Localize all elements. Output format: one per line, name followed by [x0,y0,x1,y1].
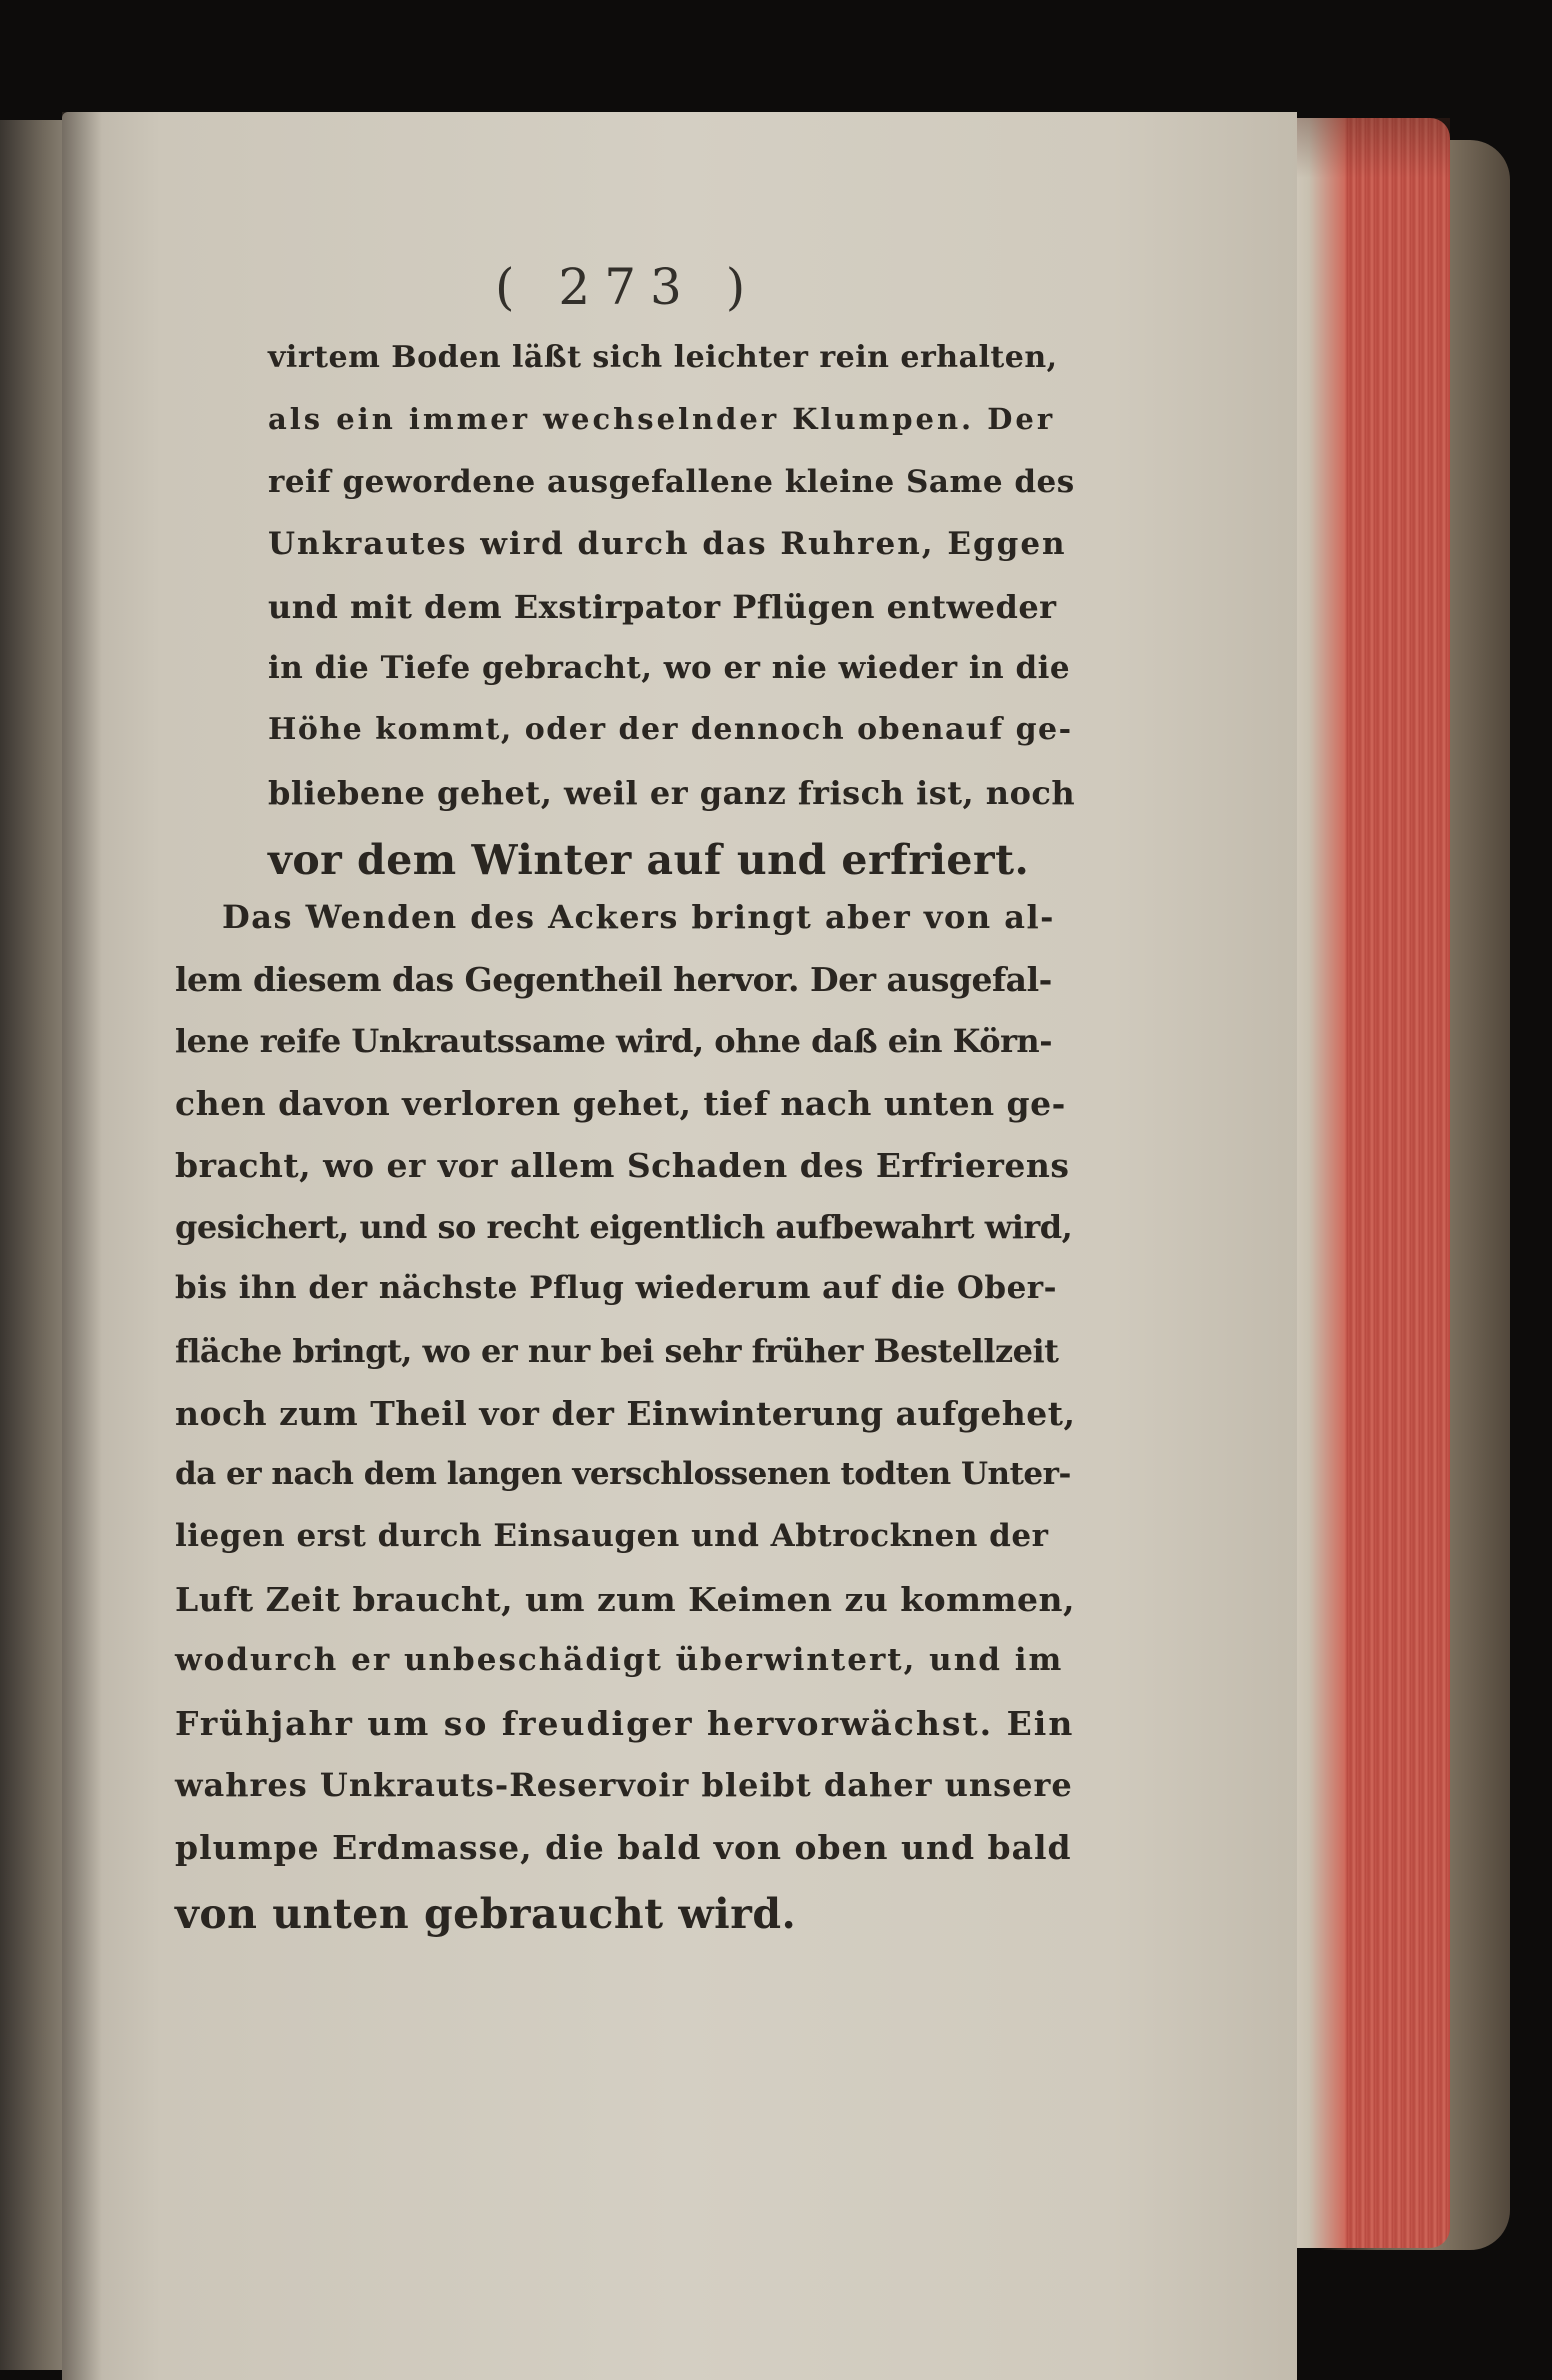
page-edges-shadow [1285,118,1450,178]
text-line: wahres Unkrauts-Reservoir bleibt daher unsere [175,1766,1073,1804]
text-line: virtem Boden läßt sich leichter rein erhalten, [268,340,1058,375]
text-line: reif gewordene ausgefallene kleine Same des [268,464,1075,500]
text-line: plumpe Erdmasse, die bald von oben und bald [175,1828,1072,1867]
text-line: liegen erst durch Einsaugen und Abtrocknen der [175,1518,1049,1554]
text-line: bracht, wo er vor allem Schaden des Erfrierens [175,1146,1070,1185]
text-line: wodurch er unbeschädigt überwintert, und im [175,1642,1064,1678]
text-line: Frühjahr um so freudiger hervorwächst. Ein [175,1704,1075,1743]
text-line: lene reife Unkrautssame wird, ohne daß ein Körn- [175,1022,1052,1060]
text-line: Das Wenden des Ackers bringt aber von al- [222,898,1055,936]
book-page [62,112,1297,2380]
text-line: Höhe kommt, oder der dennoch obenauf ge- [268,712,1073,747]
text-line: noch zum Theil vor der Einwinterung aufgehet, [175,1394,1076,1433]
text-line: Unkrautes wird durch das Ruhren, Eggen [268,526,1067,562]
text-line: chen davon verloren gehet, tief nach unten ge- [175,1084,1066,1123]
left-page-edge [0,120,70,2370]
page-number: ( 273 ) [495,258,760,316]
text-line: fläche bringt, wo er nur bei sehr früher Bestellzeit [175,1332,1059,1370]
text-line: vor dem Winter auf und erfriert. [268,836,1030,884]
text-line: als ein immer wechselnder Klumpen. Der [268,402,1056,436]
text-line: und mit dem Exstirpator Pflügen entweder [268,588,1057,626]
text-line: bis ihn der nächste Pflug wiederum auf die Ober- [175,1270,1057,1306]
text-line: von unten gebraucht wird. [175,1890,797,1938]
gutter-shadow [62,112,102,2380]
text-line: lem diesem das Gegentheil hervor. Der ausgefal- [175,960,1052,999]
text-line: bliebene gehet, weil er ganz frisch ist, noch [268,774,1076,812]
text-line: Luft Zeit braucht, um zum Keimen zu kommen, [175,1580,1075,1619]
text-line: gesichert, und so recht eigentlich aufbewahrt wird, [175,1208,1073,1246]
text-line: da er nach dem langen verschlossenen todten Unter- [175,1456,1071,1492]
text-line: in die Tiefe gebracht, wo er nie wieder in die [268,650,1071,686]
